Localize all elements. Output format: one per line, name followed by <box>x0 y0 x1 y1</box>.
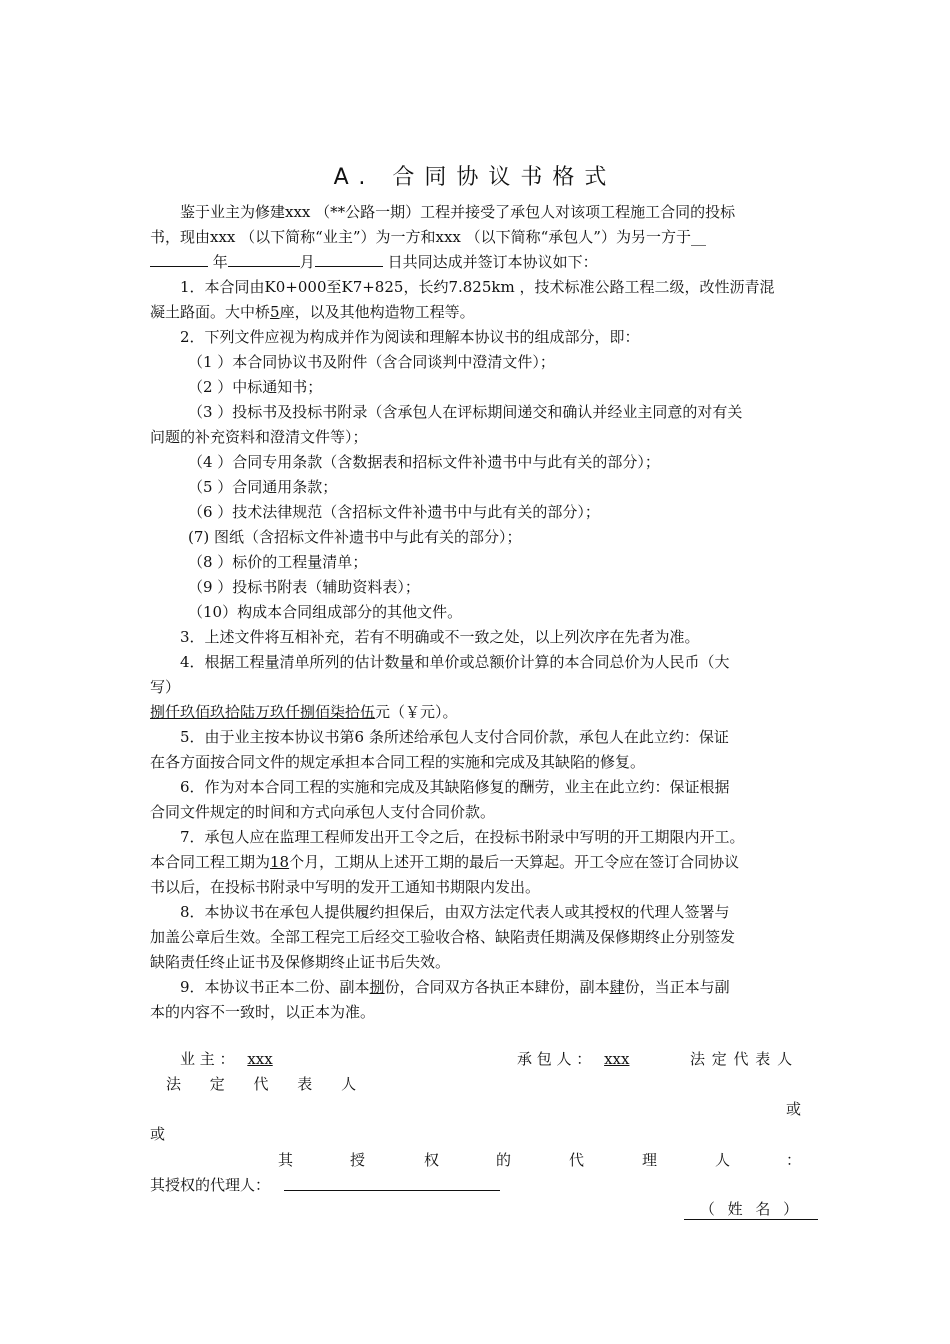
agent-char-1: 其 <box>278 1151 294 1169</box>
clause-8-line-1: 8．本协议书在承包人提供履约担保后，由双方法定代表人或其授权的代理人签署与 <box>180 903 730 921</box>
clause-8-line-3: 缺陷责任终止证书及保修期终止证书后失效。 <box>150 953 451 971</box>
clause-2-item-2: （2 ）中标通知书； <box>188 378 323 396</box>
clause-8-line-2: 加盖公章后生效。全部工程完工后经交工验收合格、缺陷责任期满及保修期终止分别签发 <box>150 928 736 946</box>
month-label: 月 <box>299 253 315 271</box>
clause-6-line-1: 6．作为对本合同工程的实施和完成及其缺陷修复的酬劳，业主在此立约：保证根据 <box>180 778 730 796</box>
owner-signature <box>180 1048 287 1069</box>
clause-9-text-3: 份，当正本与副 <box>624 978 730 996</box>
contract-amount: 捌仟玖佰玖拾陆万玖仟捌佰柒拾伍 <box>150 703 376 721</box>
clause-7-line-3: 书以后，在投标书附录中写明的发开工通知书期限内发出。 <box>150 878 541 896</box>
agent-signature-line <box>284 1190 500 1191</box>
clause-1-line-1: 1．本合同由K0+000至K7+825，长约7.825km ，技术标准公路工程二级，改性沥青混 <box>180 278 775 296</box>
clause-2-item-8: （8 ）标价的工程量清单； <box>188 553 368 571</box>
clause-2-lead: 2．下列文件应视为构成并作为阅读和理解本协议书的组成部分，即： <box>180 328 640 346</box>
agent-left <box>150 1174 270 1195</box>
clause-9-text: 9．本协议书正本二份、副本 <box>180 978 370 996</box>
clause-2-item-7: (7) 图纸（含招标文件补遗书中与此有关的部分）； <box>188 528 522 546</box>
clause-1-text: 凝土路面。大中桥 <box>150 303 271 321</box>
clause-2-item-3b: 问题的补充资料和澄清文件等）； <box>150 428 368 446</box>
clause-2-item-5: （5 ）合同通用条款； <box>188 478 338 496</box>
duration-months: 18 <box>270 853 290 871</box>
clause-4-line-2: 写） <box>150 678 181 696</box>
or-right: 或 <box>786 1100 802 1118</box>
clause-2-item-3a: （3 ）投标书及投标书附录（含承包人在评标期间递交和确认并经业主同意的对有关 <box>188 403 743 421</box>
agent-char-7: 人 <box>715 1151 731 1169</box>
contractor-signature <box>517 1048 629 1069</box>
name-label: （ 姓 名 ） <box>684 1198 818 1220</box>
clause-6-line-2: 合同文件规定的时间和方式向承包人支付合同价款。 <box>150 803 496 821</box>
contract-body <box>150 200 810 1025</box>
intro-line-3 <box>150 250 810 275</box>
clause-7-line-1: 7．承包人应在监理工程师发出开工令之后，在投标书附录中写明的开工期限内开工。 <box>180 828 745 846</box>
clause-9-line-1 <box>150 975 810 1000</box>
intro-line-1: 鉴于业主为修建xxx （**公路一期）工程并接受了承包人对该项工程施工合同的投标 <box>180 203 736 221</box>
year-label: 年 <box>212 253 228 271</box>
or-left: 或 <box>150 1125 166 1143</box>
clause-9-text-2: 份，合同双方各执正本肆份，副本 <box>384 978 610 996</box>
agent-char-8: ： <box>786 1151 802 1169</box>
clause-4-line-1: 4．根据工程量清单所列的估计数量和单价或总额价计算的本合同总价为人民币（大 <box>180 653 730 671</box>
intro-line-2: 书，现由xxx （以下简称“业主”）为一方和xxx （以下简称“承包人”）为另一方于__ <box>150 228 706 246</box>
contractor-label: 承 包 人 ： <box>517 1050 592 1068</box>
agent-char-3: 权 <box>424 1151 440 1169</box>
day-blank <box>315 250 383 267</box>
clause-7-text: 本合同工程工期为 <box>150 853 271 871</box>
clause-2-item-4: （4 ）合同专用条款（含数据表和招标文件补遗书中与此有关的部分）； <box>188 453 660 471</box>
agent-char-4: 的 <box>496 1151 512 1169</box>
clause-4-line-3 <box>150 700 810 725</box>
bridge-count: 5 <box>270 303 280 321</box>
clause-3: 3．上述文件将互相补充，若有不明确或不一致之处，以上列次序在先者为准。 <box>180 628 700 646</box>
clause-7-line-2 <box>150 850 810 875</box>
clause-5-line-2: 在各方面按合同文件的规定承担本合同工程的实施和完成及其缺陷的修复。 <box>150 753 646 771</box>
clause-2-item-9: （9 ）投标书附表（辅助资料表）； <box>188 578 420 596</box>
clause-2-item-6: （6 ）技术法律规范（含招标文件补遗书中与此有关的部分）； <box>188 503 600 521</box>
agent-char-5: 代 <box>569 1151 585 1169</box>
agent-char-6: 理 <box>642 1151 658 1169</box>
owner-label: 业 主 ： <box>180 1050 235 1068</box>
copy-count-1: 捌 <box>369 978 385 996</box>
clause-9-line-2: 本的内容不一致时，以正本为准。 <box>150 1003 376 1021</box>
amount-unit: 元（￥元）。 <box>375 703 458 721</box>
clause-1-line-2 <box>150 300 810 325</box>
agent-left-label: 其授权的代理人： <box>150 1176 271 1194</box>
contractor-value: xxx <box>604 1050 630 1068</box>
legal-rep-left: 法 定 代 表 人 <box>166 1075 369 1093</box>
page-title: A. 合同协议书格式 <box>333 165 617 190</box>
intro-tail: 日共同达成并签订本协议如下： <box>387 253 598 271</box>
clause-2-item-1: （1 ）本合同协议书及附件（含合同谈判中澄清文件）； <box>188 353 555 371</box>
month-blank <box>228 250 300 267</box>
clause-1-tail: 座，以及其他构造物工程等。 <box>279 303 475 321</box>
year-blank <box>150 250 208 267</box>
owner-value: xxx <box>247 1050 273 1068</box>
agent-char-2: 授 <box>350 1151 366 1169</box>
clause-5-line-1: 5．由于业主按本协议书第6 条所述给承包人支付合同价款，承包人在此立约：保证 <box>180 728 729 746</box>
copy-count-2: 肆 <box>609 978 625 996</box>
legal-rep-right: 法 定 代 表 人 <box>690 1050 794 1068</box>
clause-2-item-10: （10）构成本合同组成部分的其他文件。 <box>188 603 463 621</box>
clause-7-text-2: 个月，工期从上述开工期的最后一天算起。开工令应在签订合同协议 <box>289 853 740 871</box>
